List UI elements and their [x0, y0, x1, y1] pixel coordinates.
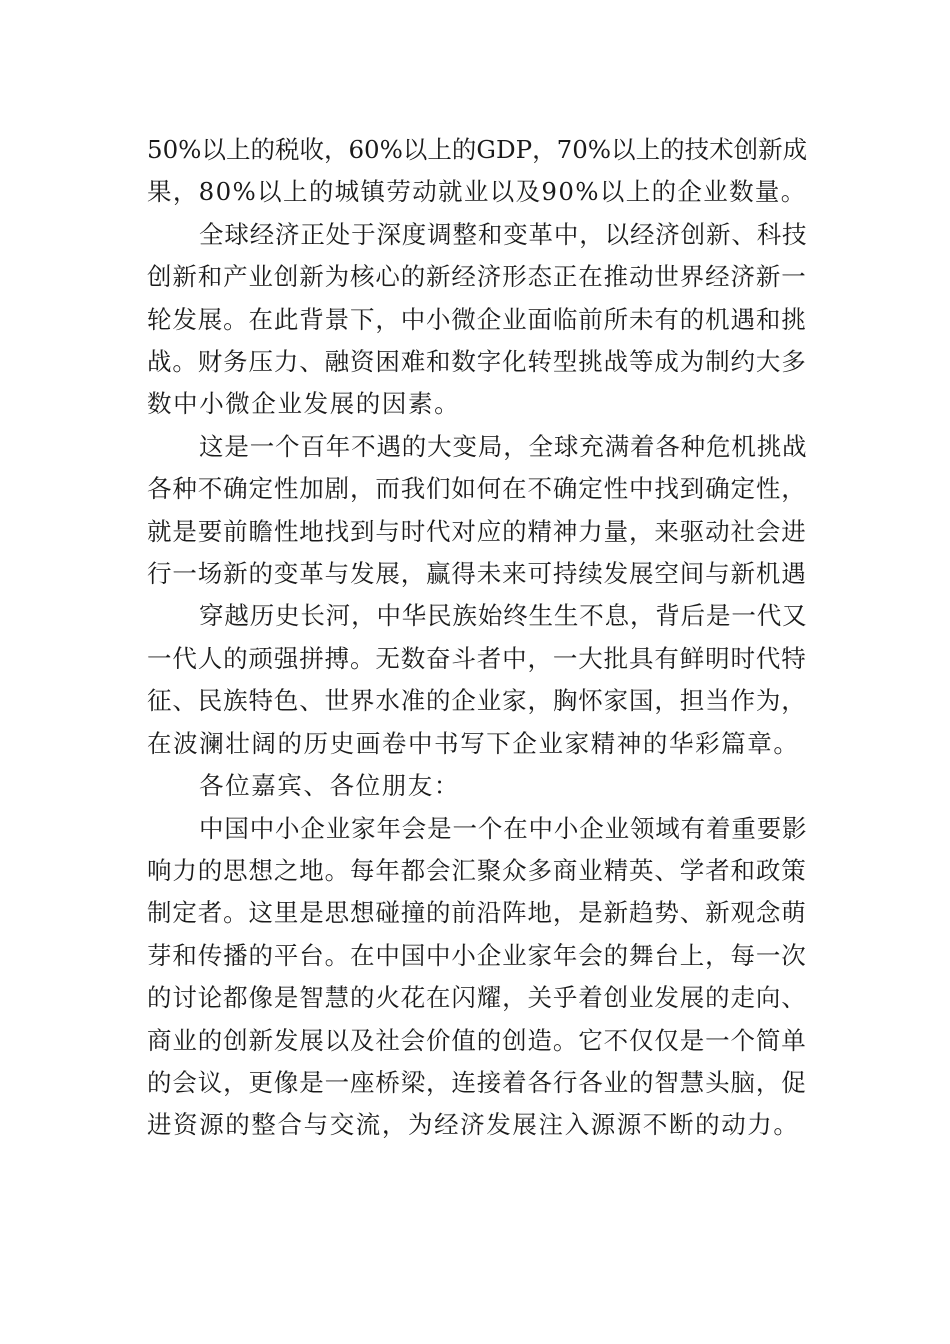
- paragraph-line: 就是要前瞻性地找到与时代对应的精神力量，来驱动社会进: [147, 516, 807, 546]
- paragraph-line: 一代人的顽强拼搏。无数奋斗者中，一大批具有鲜明时代特: [147, 643, 807, 673]
- paragraph-line: 进资源的整合与交流，为经济发展注入源源不断的动力。: [147, 1110, 800, 1140]
- paragraph-5-greeting: [147, 765, 807, 807]
- paragraph-line: 穿越历史长河，中华民族始终生生不息，背后是一代又: [199, 601, 808, 631]
- paragraph-3: [147, 426, 807, 596]
- paragraph-6: [147, 808, 807, 1147]
- paragraph-1: [147, 129, 807, 214]
- paragraph-line: 轮发展。在此背景下，中小微企业面临前所未有的机遇和挑: [147, 304, 807, 334]
- document-body: [147, 129, 807, 1147]
- paragraph-line: 行一场新的变革与发展，赢得未来可持续发展空间与新机遇: [147, 559, 807, 589]
- paragraph-line: 芽和传播的平台。在中国中小企业家年会的舞台上，每一次: [147, 940, 807, 970]
- paragraph-line: 在波澜壮阔的历史画卷中书写下企业家精神的华彩篇章。: [147, 728, 800, 758]
- paragraph-2: [147, 214, 807, 426]
- paragraph-line: 的讨论都像是智慧的火花在闪耀，关乎着创业发展的走向、: [147, 983, 807, 1013]
- paragraph-line: 各种不确定性加剧，而我们如何在不确定性中找到确定性，: [147, 474, 807, 504]
- paragraph-line: 数中小微企业发展的因素。: [147, 389, 461, 419]
- paragraph-line: 创新和产业创新为核心的新经济形态正在推动世界经济新一: [147, 262, 807, 292]
- paragraph-line: 各位嘉宾、各位朋友：: [199, 771, 460, 801]
- paragraph-line: 响力的思想之地。每年都会汇聚众多商业精英、学者和政策: [147, 855, 807, 885]
- paragraph-line: 战。财务压力、融资困难和数字化转型挑战等成为制约大多: [147, 347, 807, 377]
- paragraph-4: [147, 595, 807, 765]
- paragraph-line: 的会议，更像是一座桥梁，连接着各行各业的智慧头脑，促: [147, 1067, 807, 1097]
- paragraph-line: 这是一个百年不遇的大变局，全球充满着各种危机挑战: [199, 431, 808, 461]
- paragraph-line: 全球经济正处于深度调整和变革中，以经济创新、科技: [199, 219, 808, 249]
- paragraph-line: 中国中小企业家年会是一个在中小企业领域有着重要影: [199, 813, 808, 843]
- paragraph-line: 果，80%以上的城镇劳动就业以及90%以上的企业数量。: [147, 177, 807, 207]
- paragraph-line: 制定者。这里是思想碰撞的前沿阵地，是新趋势、新观念萌: [147, 898, 807, 928]
- paragraph-line: 征、民族特色、世界水准的企业家，胸怀家国，担当作为，: [147, 686, 807, 716]
- paragraph-line: 50%以上的税收，60%以上的GDP，70%以上的技术创新成: [147, 135, 808, 164]
- paragraph-line: 商业的创新发展以及社会价值的创造。它不仅仅是一个简单: [147, 1025, 807, 1055]
